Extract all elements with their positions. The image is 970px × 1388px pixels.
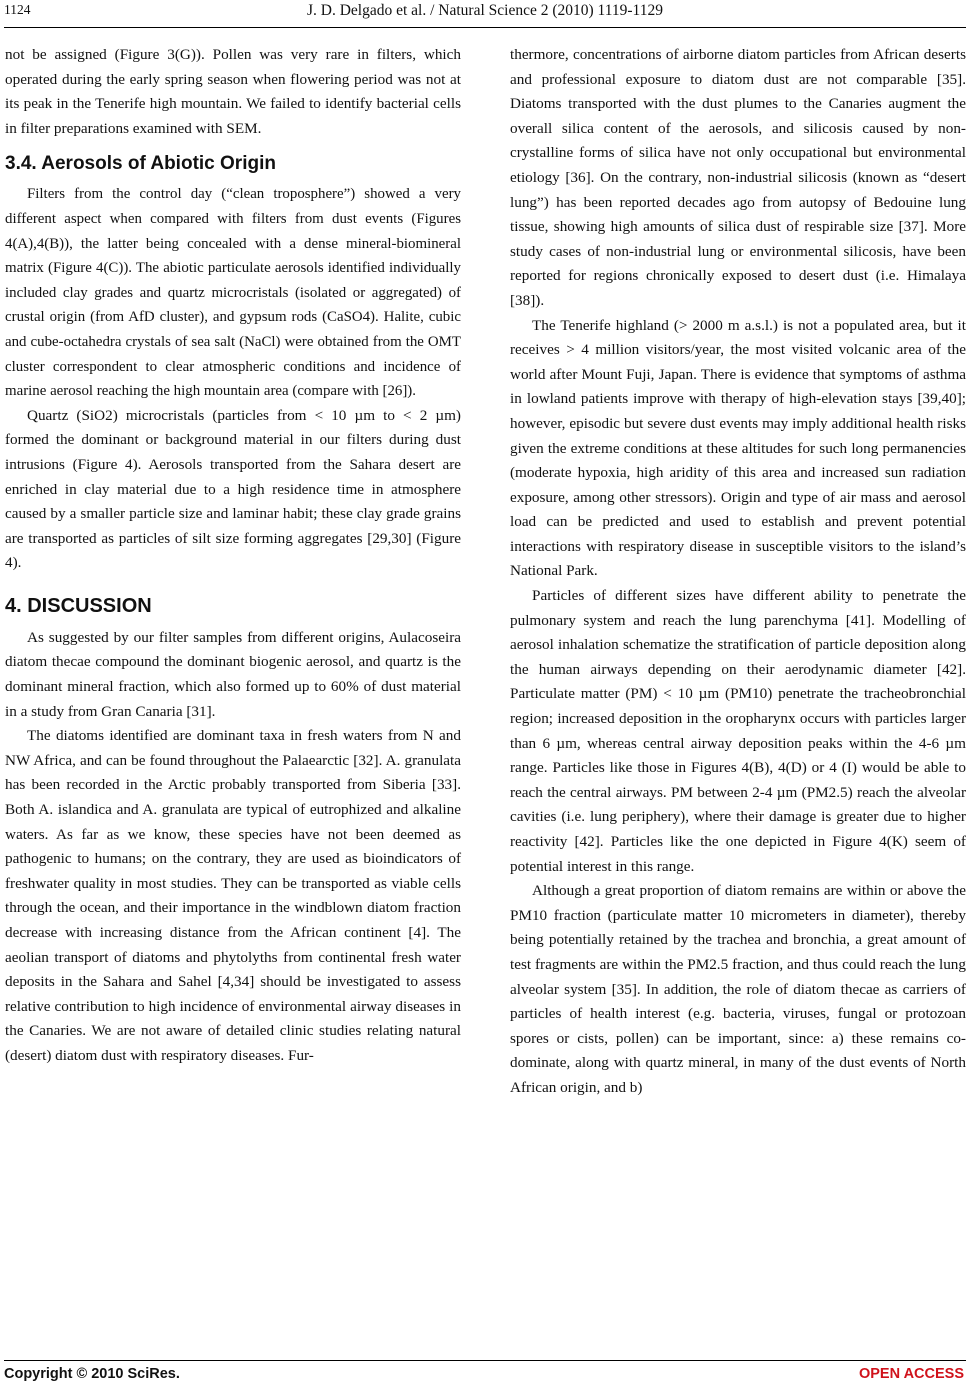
paragraph: Quartz (SiO2) microcristals (particles from < 10 µm to < 2 µm) formed the dominant or background material in our filters during dust intrusions (Figure 4). Aerosols transported from the Sahara desert are enriched in clay material due to a high residence time in atmosphere caused by a smaller particle size and laminar habit; these clay grade grains are transported as particles of silt size forming aggregates [29,30] (Figure 4). <box>5 406 461 572</box>
paragraph: Filters from the control day (“clean troposphere”) showed a very different aspect when compared with filters from dust events (Figures 4(A),4(B)), the latter being concealed with a dense mineral-biomineral matrix (Figure 4(C)). The abiotic particulate aerosols identified individually included clay grades and quartz microcristals (isolated or aggregated) of crustal origin (from AfD cluster), and gypsum rods (CaSO4). Halite, cubic and cube-octahedra crystals of sea salt (NaCl) were obtained from the OMT cluster correspondent to clear atmospheric conditions and incidence of marine aerosol reaching the high mountain area (compare with [26]). <box>5 186 461 400</box>
paragraph: The diatoms identified are dominant taxa in fresh waters from N and NW Africa, and can be found throughout the Palaearctic [32]. A. granulata has been recorded in the Arctic probably transported from Siberia [33]. Both A. islandica and A. granulata are typical of eutrophized and alkaline waters. As far as we know, these species have not been deemed as pathogenic to humans; on the contrary, they are used as bioindicators of freshwater quality in most studies. They can be transported as viable cells through the ocean, and their importance in the windblown diatom fraction decrease with increasing distance from the African continent [4]. The aeolian transport of diatoms and phytolyths from continental fresh water deposits in the Sahara and Sahel [4,34] should be investigated to assess relative contribution to high incidence of environmental airway diseases in the Canaries. We are not aware of detailed clinic studies relating natural (desert) diatom dust with respiratory diseases. Fur- <box>5 727 461 1064</box>
paragraph: The Tenerife highland (> 2000 m a.s.l.) is not a populated area, but it receives > 4 million visitors/year, the most visited volcanic area of the world after Mount Fuji, Japan. There is evidence that symptoms of asthma in lowland patients improve with therapy of high-elevation stays [39,40]; however, episodic but severe dust events may imply additional health risks given the extreme conditions at these altitudes for such long permanencies (moderate hypoxia, high aridity of this area and increased sun radiation exposure, among other stressors). Origin and type of air mass and aerosol load can be predicted and used to establish and prevent potential interactions with respiratory disease in susceptible visitors to the island’s National Park. <box>510 316 966 580</box>
paragraph: thermore, concentrations of airborne diatom particles from African deserts and professional exposure to diatom dust are not comparable [35]. Diatoms transported with the dust plumes to the Canaries augment the overall silica content of the aerosols, and silicosis caused by non-crystalline forms of silica have not only occupational but environmental etiology [36]. On the contrary, non-industrial silicosis (known as “desert lung”) has been reported decades ago from autopsy of Bedouine lung tissue, showing high amounts of silica dust of respirable size [37]. More study cases of non-industrial lung or environmental silicosis, have been reported for regions chronically exposed to desert dust (i.e. Himalaya [38]). <box>510 46 966 309</box>
paragraph: not be assigned (Figure 3(G)). Pollen was very rare in filters, which operated during the early spring season when flowering period was not at its peak in the Tenerife high mountain. We failed to identify bacterial cells in filter preparations examined with SEM. <box>5 46 461 137</box>
copyright-notice: Copyright © 2010 SciRes. <box>4 1366 180 1382</box>
section-heading: 4. DISCUSSION <box>5 594 152 617</box>
paragraph: Particles of different sizes have different ability to penetrate the pulmonary system and reach the lung parenchyma [41]. Modelling of aerosol inhalation schematize the stratification of particle deposition along the human airways depending on their aerodynamic diameter [42]. Particulate matter (PM) < 10 µm (PM10) penetrate the tracheobronchial region; increased deposition in the oropharynx occurs with particles larger than 6 µm, whereas central airway deposition peaks within the 4-6 µm range. Particles like those in Figures 4(B), 4(D) or 4 (I) would be able to reach the central airways. PM between 2-4 µm (PM2.5) reach the alveolar cavities (i.e. lung periphery), where their damage is greater due to higher reactivity [42]. Particles like the one depicted in Figure 4(K) seem of potential interest in this range. <box>510 587 966 875</box>
open-access-label: OPEN ACCESS <box>858 1366 964 1382</box>
paragraph: Although a great proportion of diatom remains are within or above the PM10 fraction (particulate matter 10 micrometers in diameter), thereby being potentially retained by the trachea and bronchia, a great amount of test fragments are within the PM2.5 fraction, and thus could reach the lung alveolar system [35]. In addition, the role of diatom thecae as carriers of particles of health interest (e.g. bacteria, viruses, fungal or protozoan spores or cists, pollen) can be important, since: a) these remains co-dominate, along with quartz mineral, in many of the dust events of North African origin, and b) <box>510 882 966 1096</box>
left-column <box>5 43 461 1069</box>
page-number: 1124 <box>4 2 31 17</box>
footer-rule <box>4 1360 966 1361</box>
header-rule <box>4 27 966 28</box>
paragraph: As suggested by our filter samples from different origins, Aulacoseira diatom thecae compound the dominant biogenic aerosol, and quartz is the dominant mineral fraction, which also formed up to 60% of dust material in a study from Gran Canaria [31]. <box>5 628 461 720</box>
section-heading: 3.4. Aerosols of Abiotic Origin <box>5 153 276 175</box>
running-head: J. D. Delgado et al. / Natural Science 2 (2010) 1119-1129 <box>307 2 663 19</box>
right-column <box>510 43 966 1101</box>
